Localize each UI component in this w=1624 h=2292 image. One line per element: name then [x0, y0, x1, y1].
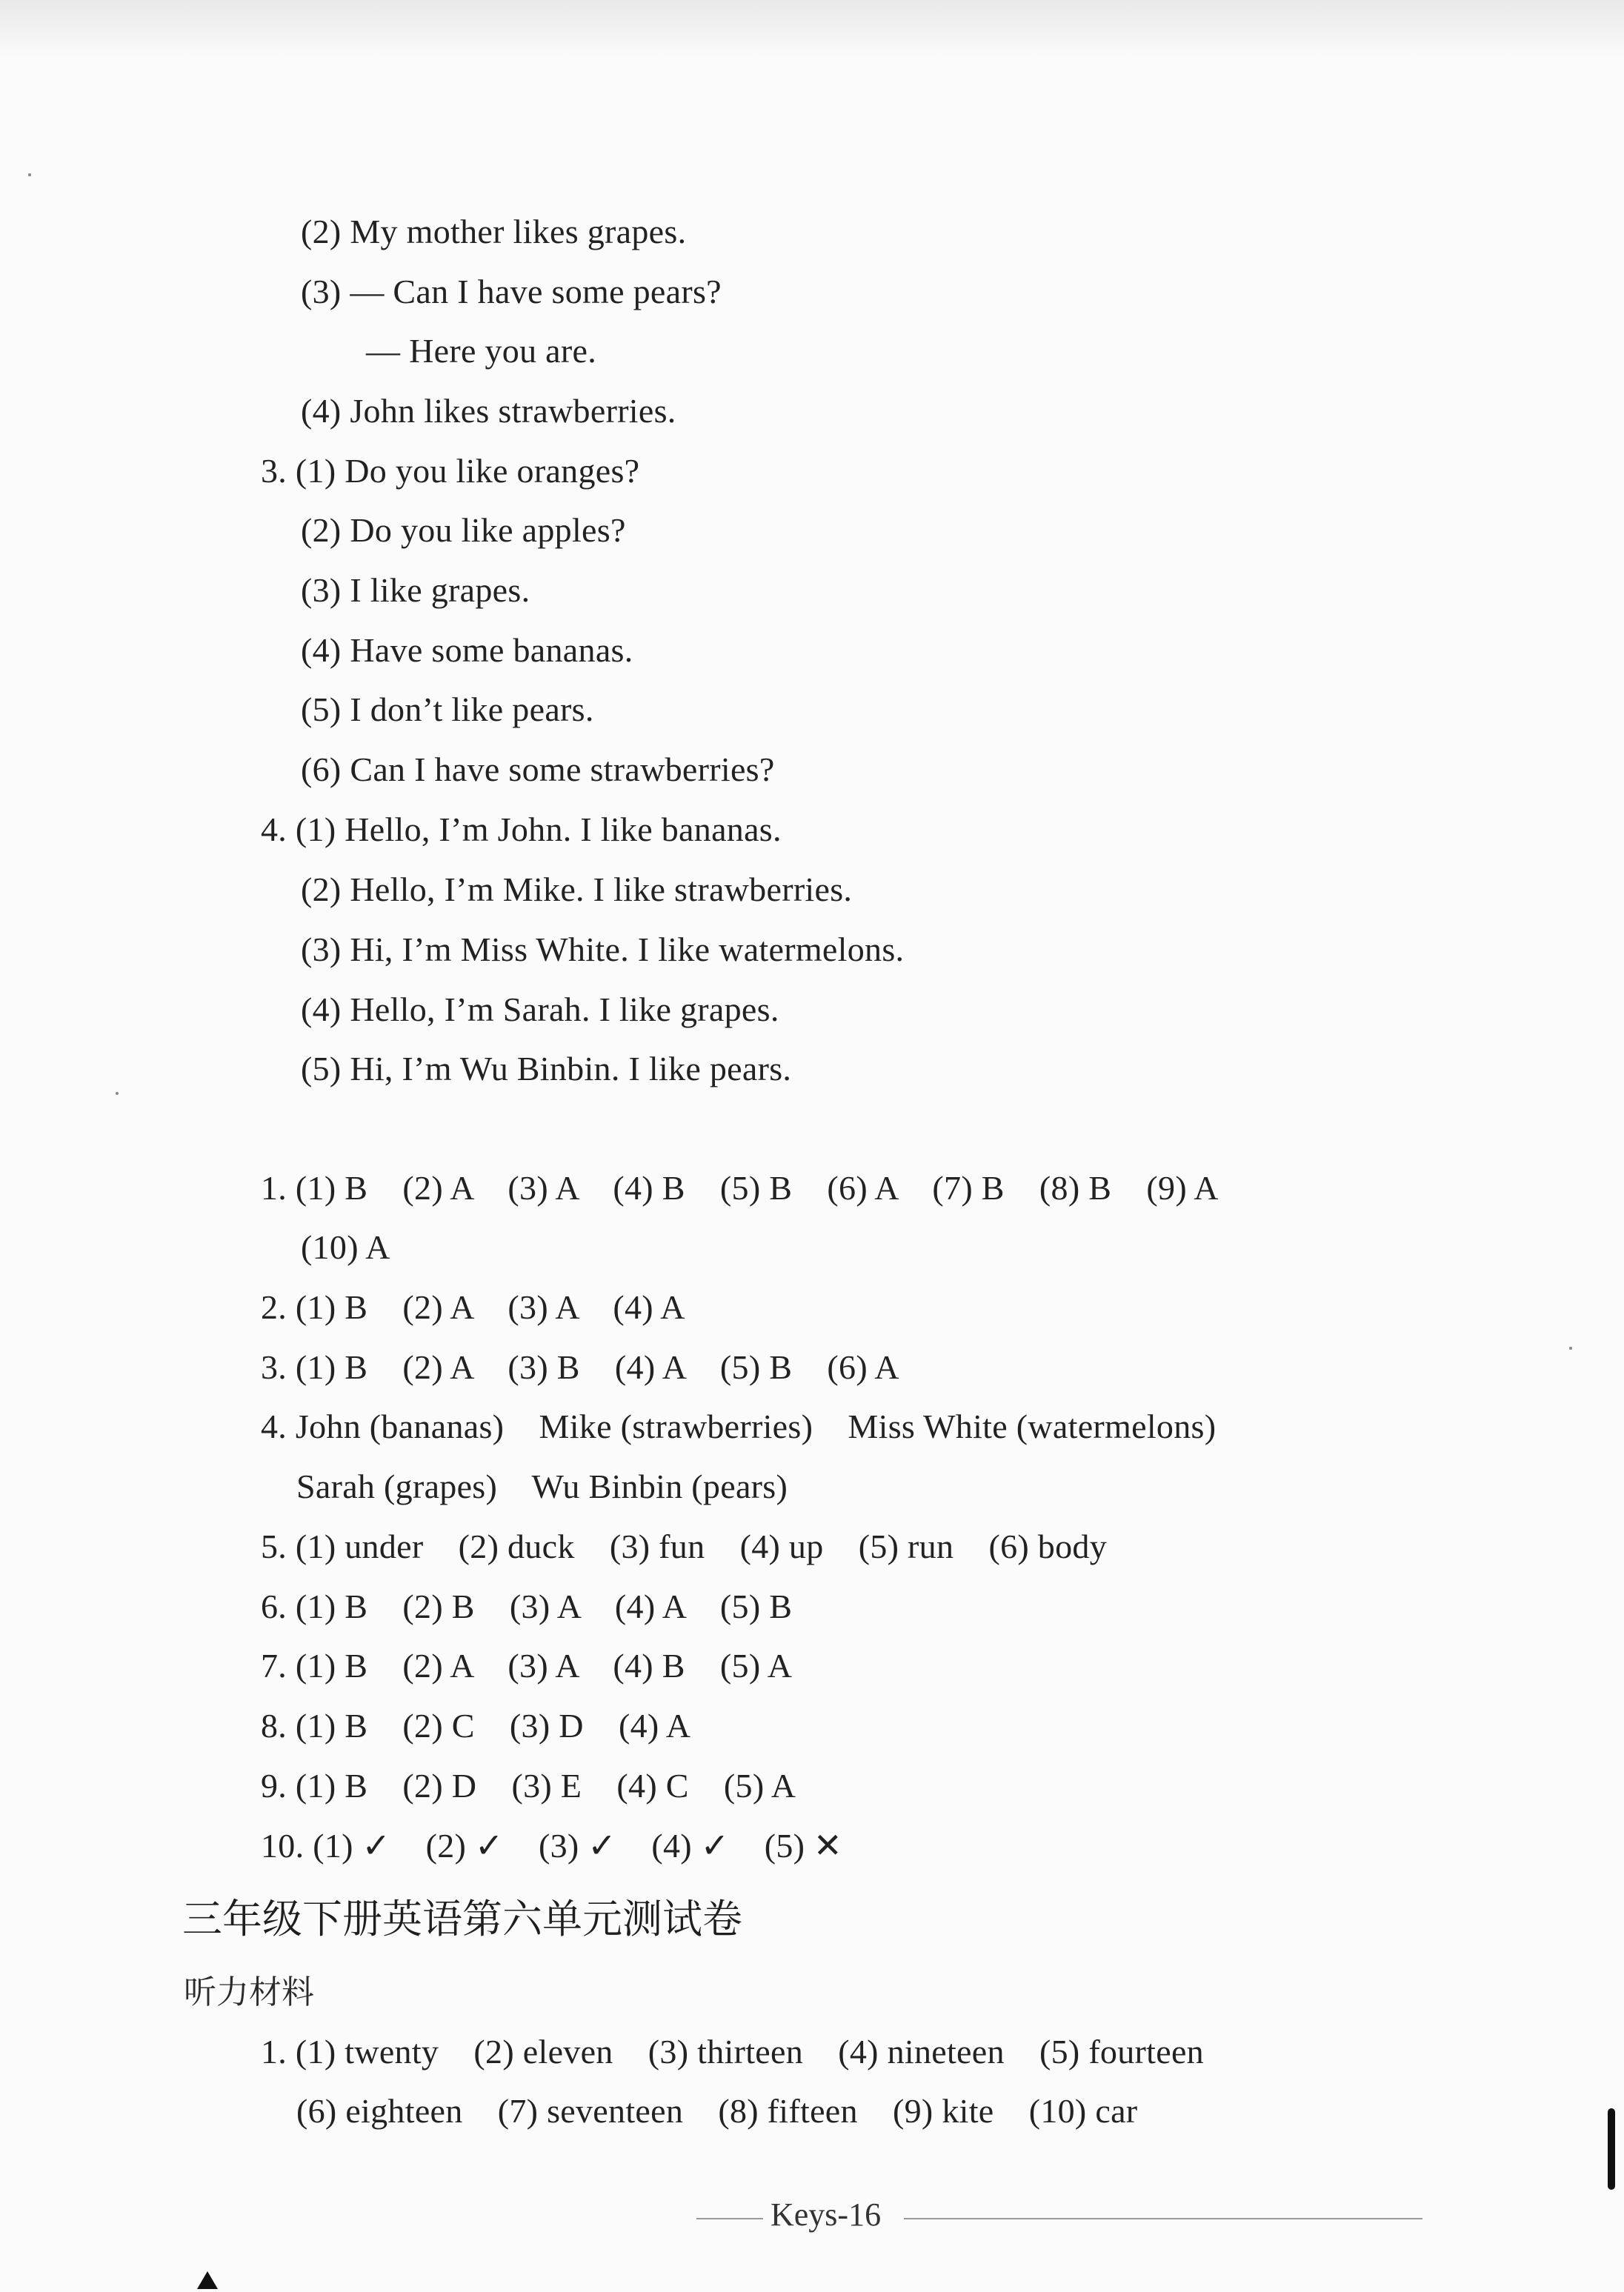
answer-line: 2. (1) B (2) A (3) A (4) A [261, 1288, 685, 1326]
answer-line: — Here you are. [366, 332, 597, 370]
answer-line: Sarah (grapes) Wu Binbin (pears) [296, 1468, 788, 1505]
answer-line: 7. (1) B (2) A (3) A (4) B (5) A [261, 1647, 793, 1685]
binding-mark [1608, 2108, 1615, 2190]
scan-speck [116, 1092, 119, 1095]
answer-line: (6) Can I have some strawberries? [301, 750, 775, 788]
answer-line: 9. (1) B (2) D (3) E (4) C (5) A [261, 1767, 796, 1805]
answer-line: (10) A [301, 1228, 390, 1266]
answer-line: (2) My mother likes grapes. [301, 213, 687, 250]
answer-line: 5. (1) under (2) duck (3) fun (4) up (5) run (6) body [261, 1528, 1108, 1565]
answer-line: (3) — Can I have some pears? [301, 273, 722, 310]
answer-line: 4. (1) Hello, I’m John. I like bananas. [261, 810, 782, 848]
section-title: 三年级下册英语第六单元测试卷 [182, 1896, 742, 1942]
answer-line: 10. (1) ✓ (2) ✓ (3) ✓ (4) ✓ (5) ✕ [261, 1827, 842, 1865]
answer-line: (4) Hello, I’m Sarah. I like grapes. [301, 990, 779, 1028]
footer-rule-right [904, 2218, 1422, 2219]
answer-line: 3. (1) Do you like oranges? [261, 452, 640, 490]
answer-line: 3. (1) B (2) A (3) B (4) A (5) B (6) A [261, 1348, 899, 1386]
answer-line: (2) Do you like apples? [301, 511, 626, 549]
page-label: Keys-16 [771, 2196, 882, 2233]
answer-line: 1. (1) B (2) A (3) A (4) B (5) B (6) A (7) B (8) B (9) A [261, 1169, 1219, 1207]
answer-line: 1. (1) twenty (2) eleven (3) thirteen (4) nineteen (5) fourteen [261, 2033, 1204, 2071]
answer-line: 6. (1) B (2) B (3) A (4) A (5) B [261, 1588, 793, 1625]
footer-rule-left [696, 2218, 763, 2219]
scan-top-shade [0, 0, 1624, 59]
answer-line: (2) Hello, I’m Mike. I like strawberries. [301, 870, 853, 908]
answer-line: (5) I don’t like pears. [301, 690, 594, 728]
corner-mark [197, 2271, 218, 2289]
scan-speck [1569, 1347, 1572, 1350]
answer-line: (6) eighteen (7) seventeen (8) fifteen (9) kite (10) car [296, 2092, 1138, 2130]
answer-line: 8. (1) B (2) C (3) D (4) A [261, 1707, 691, 1745]
answer-line: (4) John likes strawberries. [301, 392, 676, 430]
answer-line: (4) Have some bananas. [301, 631, 633, 669]
answer-line: (5) Hi, I’m Wu Binbin. I like pears. [301, 1050, 792, 1087]
answer-line: (3) Hi, I’m Miss White. I like watermelons. [301, 930, 905, 968]
scan-speck [28, 173, 31, 176]
section-subtitle: 听力材料 [184, 1973, 314, 2011]
answer-line: 4. John (bananas) Mike (strawberries) Miss White (watermelons) [261, 1407, 1217, 1445]
answer-line: (3) I like grapes. [301, 571, 530, 609]
